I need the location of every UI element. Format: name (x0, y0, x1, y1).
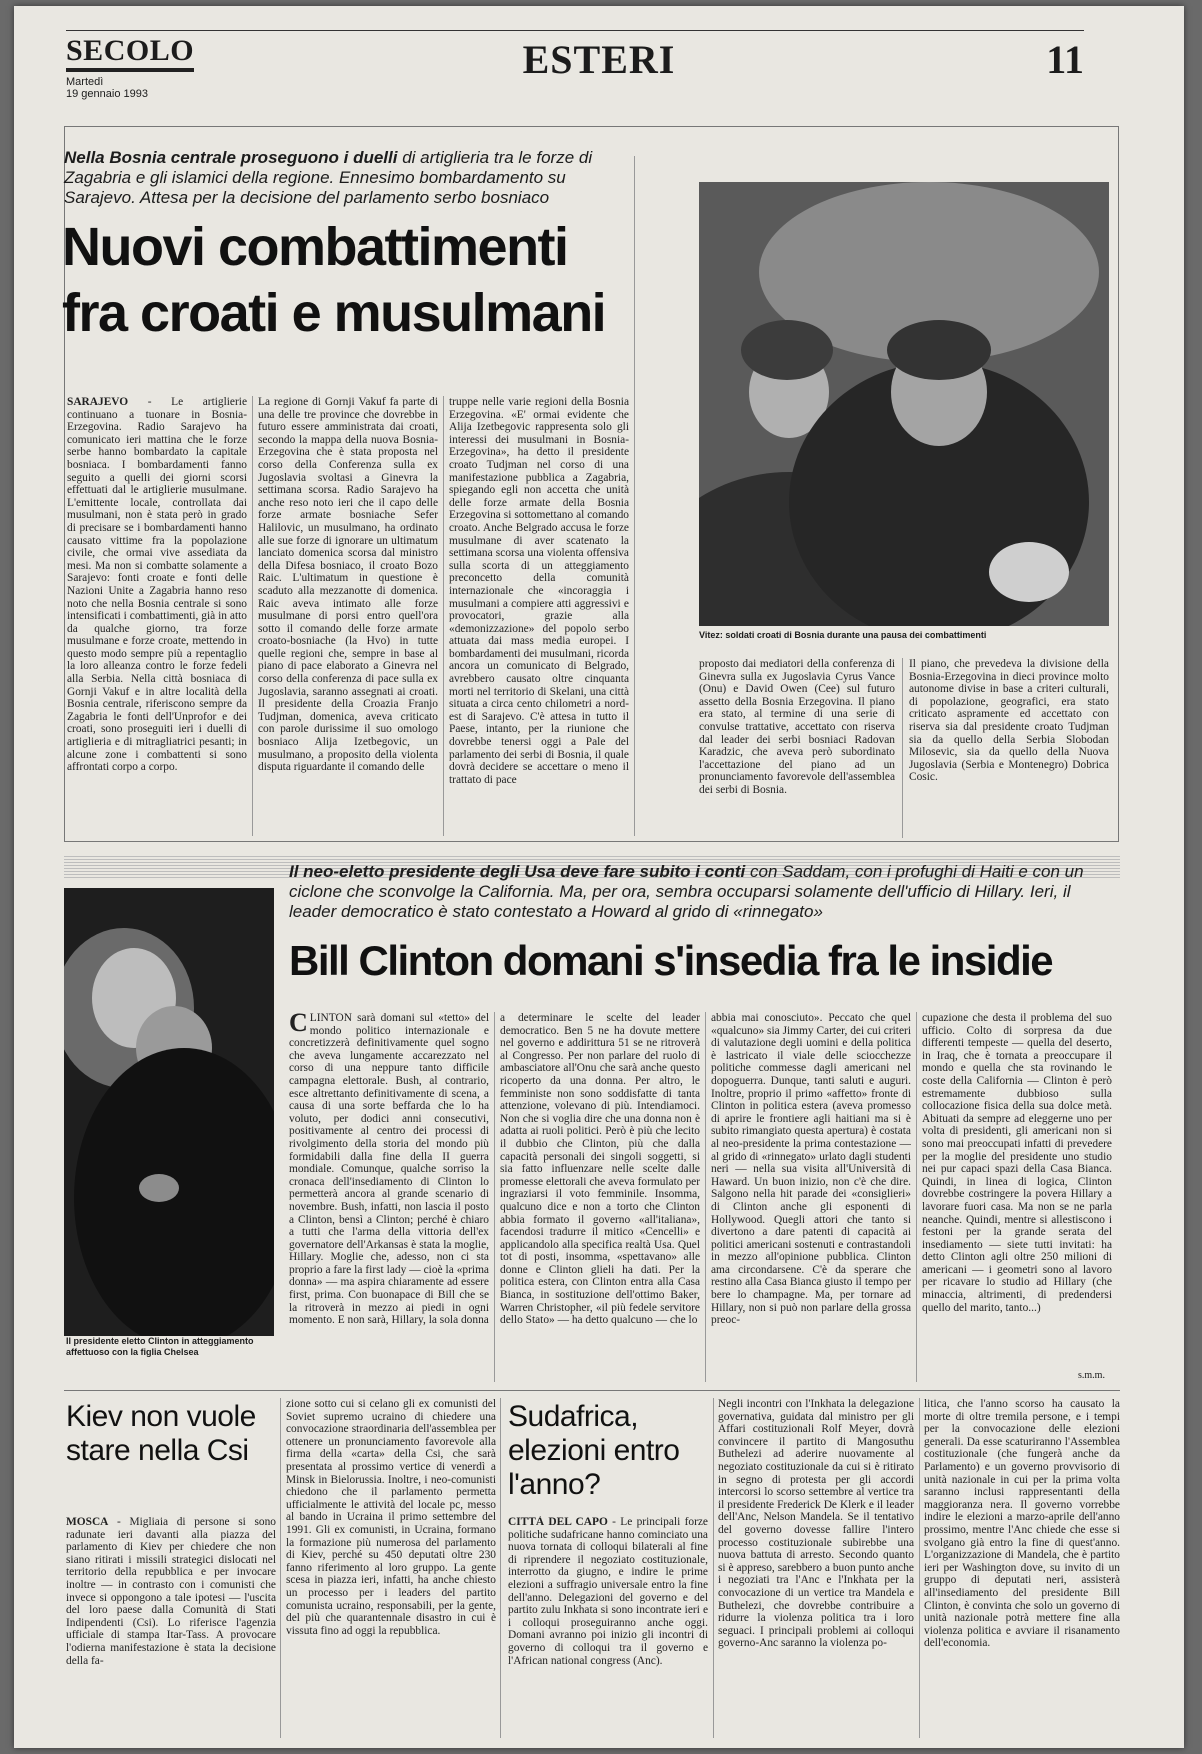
article1-column-4: proposto dai mediatori della conferenza di Ginevra sulla ex Jugoslavia Cyrus Vance (Onu) e David Owen (Cee) sul futuro assetto della Bosnia Erzegovina. Il piano era stato, al termine di una serie di convulse trattative, accettato con riserva dal leader dei serbi bosniaci Radovan Karadzic, che aveva però subordinato l'accettazione del piano ad un pronunciamento favorevole dell'assemblea dei serbi di Bosnia. (699, 658, 895, 796)
soldiers-photo-image (699, 182, 1109, 626)
article1-column-1-text: - Le artiglierie continuano a tuonare in Bosnia-Erzegovina. Radio Sarajevo ha comunicato ieri mattina che le forze serbe hanno bombardato la capitale bosniaca. I bombardamenti fanno seguito a quelli dei giorni scorsi effettuati dal le artiglierie musulmane. L'emittente locale, controllata dai musulmani, non è stata però in grado di precisare se i bombardamenti hanno causato vittime fra la popolazione civile, che ormai vive assediata da mesi. Ma non si combatte solamente a Sarajevo: fonti croate e fonti delle Nazioni Unite a Zagabria hanno reso noto che nella Bosnia centrale si sono intensificati i combattimenti, già in atto da qualche giorno, tra forze musulmane e forze croate, mettendo in questo modo sempre più a repentaglio la loro alleanza contro le forze fedeli alla Serbia. Nella città bosniaca di Gornji Vakuf e in altre località della Bosnia centrale, riferiscono sempre da Zagabria le fonti dell'Unprofor e dei croati, sono proseguiti ieri i duelli di artiglieria e di mitragliatrici pesanti; in alcune zone i combattenti si sono affrontati corpo a corpo. (67, 396, 247, 774)
article2-column-4: cupazione che desta il problema del suo ufficio. Colto di sorpresa da due differenti tempeste — quella del deserto, in Iraq, che è tornata a preoccupare il mondo e quella che sta rovinando le coste della California — Clinton è però estremamente dubbioso sulla collocazione fisica della sua dolce metà. Abituati da sempre ad eleggerne uno per volta di presidenti, gli americani non si sono mai preoccupati infatti di prevedere per la moglie del presidente uno studio nei pur capaci spazi della Casa Bianca. Quindi, in linea di logica, Clinton dovrebbe costringere la povera Hillary a lavorare fuori casa. Ma non se ne parla neanche. Quindi, mentre si allestiscono i festoni per la grande serata del insediamento — siete tutti invitati: ha detto Clinton agli oltre 250 milioni di americani — i geometri sono al lavoro per ricavare lo studio ad Hillary (che minaccia, altrimenti, di predendersi quello del marito, tanto...) (922, 1012, 1112, 1314)
article3-column-2: zione sotto cui si celano gli ex comunisti del Soviet supremo ucraino di chiedere una convocazione straordinaria dell'assemblea per ottenere un pronunciamento favorevole alla firma della «carta» della Csi, che sarà presentata al prossimo vertice di venerdì a Minsk in Bielorussia. Inoltre, i neo-comunisti chiedono che il parlamento permetta ufficialmente le attività del locale pc, messo al bando in Ucraina il primo settembre del 1991. Gli ex comunisti, in Ucraina, formano la formazione più numerosa del parlamento di Kiev, perché su 450 deputati oltre 230 fanno riferimento al loro gruppo. La gente scesa in piazza ieri, infatti, ha anche chiesto un processo per i leaders del partito comunista ucraino, responsabili, per la gente, del più che quarantennale disastro in cui è vissuta fino ad oggi la repubblica. (286, 1398, 496, 1637)
article1-column-2: La regione di Gornji Vakuf fa parte di una delle tre province che dovrebbe in futuro essere amministrata dai croati, secondo la mappa della nuova Bosnia-Erzegovina che è stata proposta nel corso della Conferenza sulla ex Jugoslavia svoltasi a Ginevra la settimana scorsa. Radio Sarajevo ha anche reso noto ieri che il capo delle forze armate bosniache Sefer Halilovic, un musulmano, ha ordinato alle sue forze di ignorare un ultimatum lanciato domenica scorsa dal ministro della Difesa bosniaco, il croato Bozo Raic. L'ultimatum in questione è scaduto alla mezzanotte di domenica. Raic aveva intimato alle forze musulmane di porsi entro quell'ora sotto il comando delle forze armate croato-bosniache (la Hvo) in tutte quelle regioni che, sempre in base al piano di pace elaborato a Ginevra nel corso della conferenza di pace sulla ex Jugoslavia, saranno assegnati ai croati. Il presidente della Croazia Franjo Tudjman, domenica, aveva criticato con parole durissime il suo omologo bosniaco Alija Izetbegovic, un musulmano, a proposito della violenta disputa riguardante il comando delle (258, 396, 438, 774)
publication-full-date: 19 gennaio 1993 (66, 88, 148, 100)
column-rule (713, 1398, 714, 1738)
article1-kicker (64, 148, 594, 208)
article1-headline-line1: Nuovi combattimenti (62, 217, 568, 277)
article1-column-5: Il piano, che prevedeva la divisione della Bosnia-Erzegovina in dieci province molto autonome divise in base a criteri culturali, di popolazione, geografici, era stato criticato aspramente ed accettato con riserva sia dal presidente croato Tudjman sia da quello della Serbia Slobodan Milosevic, sia da quello della Nuova Jugoslavia (Serbia e Montenegro) Dobrica Cosic. (909, 658, 1109, 784)
top-rule (66, 30, 1084, 31)
article3-headline: Kiev non vuole stare nella Csi (66, 1400, 256, 1467)
horizontal-rule (64, 1390, 1120, 1391)
article4-dateline: CITTÀ DEL CAPO (508, 1516, 608, 1528)
masthead (14, 6, 1184, 116)
newspaper-page (14, 6, 1184, 1748)
article4-column-2: Negli incontri con l'Inkhata la delegazione governativa, guidata dal ministro per gli Affari costituzionali Rolf Meyer, dovrà convincere il partito di Mangosuthu Buthelezi ad aderire nuovamente al negoziato costituzionale da cui si è ritirato in segno di protesta per gli accordi intercorsi lo scorso settembre al vertice tra il presidente Frederick De Klerk e il leader dell'Anc, Nelson Mandela. Se il tentativo del governo dovesse fallire l'intero processo costituzionale subirebbe una nuova battuta di arresto. Secondo quanto si è appreso, sarebbero a buon punto anche i negoziati tra l'Anc e l'Inkhata per la convocazione di un vertice tra Mandela e Buthelezi, che dovrebbe contribuire a ridurre la violenza politica tra i loro seguaci. I principali problemi ai colloqui governo-Anc saranno la violenza po- (718, 1398, 914, 1650)
column-rule (919, 1398, 920, 1738)
article4-headline: Sudafrica, elezioni entro l'anno? (508, 1400, 680, 1501)
publication-day: Martedì (66, 76, 104, 88)
column-rule (916, 1012, 917, 1382)
article1-headline-line2: fra croati e musulmani (62, 283, 606, 343)
article2-signature: s.m.m. (1078, 1370, 1105, 1381)
column-rule (705, 1012, 706, 1382)
soldiers-photo-caption: Vitez: soldati croati di Bosnia durante una pausa dei combattimenti (699, 630, 987, 640)
column-rule (500, 1398, 501, 1738)
article4-column-3: litica, che l'anno scorso ha causato la morte di oltre tremila persone, e i tempi per la convocazione delle elezioni generali. Da esse scaturiranno l'Assemblea costituzionale (che fungerà anche da Parlamento) e un governo provvisorio di unità nazionale in cui per la prima volta saranno inclusi rappresentanti della maggioranza nera. Il governo vorrebbe indire le elezioni a marzo-aprile dell'anno prossimo, mentre l'Anc chiede che esse si svolgano già entro la fine di quest'anno. L'organizzazione di Mandela, che è partito ieri per Washington dove, su invito di un gruppo di deputati neri, assisterà all'insediamento del presidente Bill Clinton, è convinta che solo un governo di unità nazionale potrà mettere fine alla violenza politica e avviare il risanamento dell'economia. (924, 1398, 1120, 1650)
column-rule (634, 156, 635, 836)
article4-column-1-text: - Le principali forze politiche sudafricane hanno cominciato una nuova tornata di colloqui bilaterali al fine di riprendere il negoziato costituzionale, interrotto da giugno, e indire le prime elezioni a suffragio universale entro la fine dell'anno. Delegazioni del governo e del partito zulu Inkhata si sono incontrate ieri e i colloqui proseguiranno anche oggi. Domani avranno poi inizio gli incontri di governo di colloqui tra il governo e l'African national congress (Anc). (508, 1516, 708, 1667)
clinton-photo-caption: Il presidente eletto Clinton in atteggiamento affettuoso con la figlia Chelsea (66, 1336, 254, 1357)
article2-headline: Bill Clinton domani s'insedia fra le insidie (289, 937, 1053, 984)
section-title: ESTERI (522, 37, 676, 82)
article3-dateline: MOSCA (66, 1516, 109, 1528)
article2-dropcap: C (289, 1012, 308, 1037)
article2-column-3: abbia mai conosciuto». Peccato che quel «qualcuno» sia Jimmy Carter, dei cui criteri di valutazione degli uomini e della politica è lastricato il viale delle sciocchezze politiche commesse dagli americani nel dopoguerra. Dunque, tanti saluti e auguri. Inoltre, proprio il primo «affetto» fronte di Clinton in politica estera (aveva promesso di aprire le frontiere agli haitiani ma si è subito rimangiato questa apertura) è costata al neo-presidente la prima contestazione — al grido di «rinnegato» urlato dagli studenti neri — nella sua visita all'Università di Haward. Un buon inizio, non c'è che dire. Salgono nella hit parade dei «consiglieri» di Clinton anche gli esponenti di Hollywood. Quegli attori che tanto si divertono a dare patenti di capacità ai politici americani sostenuti e contrastandoli in mezzo all'opinione pubblica. Clinton ama circondarsene. C'è da sperare che restino alla Casa Bianca giusto il tempo per bere lo champagne. Ma, per tornare ad Hillary, non si può non parlare della grossa preoc- (711, 1012, 911, 1327)
article2-kicker (289, 862, 1089, 922)
article3-column-1 (66, 1516, 276, 1736)
column-rule (280, 1398, 281, 1738)
column-rule (252, 396, 253, 836)
article1-kicker-bold: Nella Bosnia centrale proseguono i duelli (64, 148, 398, 167)
article4-column-1 (508, 1516, 708, 1736)
article2-column-1-text: LINTON sarà domani sul «tetto» del mondo politico internazionale e concretizzerà definitivamente quel sogno che aveva lungamente accarezzato nel corso di una neppure tanto difficile campagna elettorale. Bush, al contrario, esce altrettanto definitivamente di scena, a causa di una sorte beffarda che lo ha voluto, per dodici anni consecutivi, positivamente al centro dei processi di rivolgimento della storia del mondo più formidabili dalla fine della II guerra mondiale. Comunque, qualche sorriso la cronaca dell'insediamento di Clinton lo permetterà ancora al grande scenario di novembre. Bush, infatti, non lascia il posto a Clinton, bensì a Clinton; perché è chiaro a tutti che l'arma della vittoria dell'ex governatore dell'Arkansas è stata la moglie, Hillary. Moglie che, adesso, non ci sta proprio a fare la first lady — cioè la «prima donna» — ma aspira chiaramente ad essere first, prima. Con buonapace di Bill che se la ritroverà in mezzo ai piedi in ogni momento. E non sarà, Hillary, la sola donna (289, 1012, 489, 1327)
column-rule (443, 396, 444, 836)
article3-column-1-text: - Migliaia di persone si sono radunate ieri davanti alla piazza del parlamento di Kiev per chiedere che non siano ritirati i missili strategici dislocati nel territorio della repubblica e per invocare inoltre — in contrasto con i comunisti che invece si oppongono a tale ipotesi — l'uscita del loro paese dalla Comunità di Stati Indipendenti (Csi). Lo riferisce l'agenzia ufficiale di stampa Itar-Tass. A provocare l'odierna manifestazione è stata la decisione della fa- (66, 1516, 276, 1667)
soldiers-photo (699, 182, 1109, 626)
article1-kicker-text: di artiglieria tra le forze di Zagabria e gli islamici della regione. Ennesimo bombardamento su Sarajevo. Attesa per la decisione del parlamento serbo bosniaco (64, 148, 593, 207)
article2-column-2: a determinare le scelte del leader democratico. Ben 5 ne ha dovute mettere nel governo e addirittura 51 se ne ritroverà al Congresso. Per non parlare del ruolo di ambasciatore all'Onu che sarà anche questo ricoperto da una donna. Per altro, le femministe non sono soddisfatte di tanta attenzione, volevano di più. Intendiamoci. Non che si voglia dire che una donna non è adatta ai ruoli politici. Però è più che lecito il dubbio che Clinton, più che dalla capacità personali dei singoli soggetti, si sia fatto influenzare nelle scelte dalle promesse elettorali che aveva formulato per ingraziarsi il voto femminile. Insomma, qualcuno dice e non a torto che Clinton abbia formato il governo «all'italiana», facendosi tradurre il mitico «Cencelli» e applicandolo alla specifica realtà Usa. Quel tot di posti, insomma, «spettavano» alle donne e Clinton glieli ha dati. Per la politica estera, con Clinton entra alla Casa Bianca, in sostituzione dell'ottimo Baker, Warren Christopher, «il più fedele servitore dello Stato» — ha detto qualcuno — che lo (500, 1012, 700, 1327)
article2-kicker-bold: Il neo-eletto presidente degli Usa deve fare subito i conti (289, 862, 746, 881)
article1-dateline: SARAJEVO (67, 396, 129, 408)
page-number: 11 (1046, 37, 1084, 82)
article2-kicker-text: con Saddam, con i profughi di Haiti e con un ciclone che sconvolge la California. Ma, per ora, sembra occuparsi solamente dell'ufficio di Hillary. Ieri, il leader democratico è stato contestato a Howard al grido di «rinnegato» (289, 862, 1084, 921)
column-rule (902, 658, 903, 838)
clinton-photo-image (64, 888, 274, 1336)
article1-headline (62, 214, 622, 346)
column-rule (494, 1012, 495, 1382)
article1-column-3: truppe nelle varie regioni della Bosnia Erzegovina. «E' ormai evidente che Alija Izetbegovic rappresenta solo gli interessi dei musulmani in Bosnia-Erzegovina», ha detto il presidente croato Tudjman nel corso di una manifestazione pubblica a Zagabria, spiegando egli non accetta che unità delle forze armate della Bosnia Erzegovina si sottomettano al comando croato. Anche Belgrado accusa le forze musulmane di aver scatenato la settimana scorsa una violenta offensiva sulla scorta di un atteggiamento preconcetto della comunità internazionale che «incoraggia i musulmani a compiere atti aggressivi e provocatori, grazie alla «demonizzazione» del popolo serbo attuata dai mass media europei. I bombardamenti dei musulmani, ricorda ancora un comunicato di Belgrado, avrebbero causato oltre cinquanta morti nel territorio di Skelani, una città situata a circa cento chilometri a nord-est di Sarajevo. C'è attesa in tutto il Paese, intanto, per la riunione che dovrebbe tenersi oggi a Pale del parlamento dei serbi di Bosnia, il quale dovrà decidere se accettare o meno il trattato di pace (449, 396, 629, 786)
article1-column-1 (67, 396, 247, 836)
newspaper-name: SECOLO (66, 34, 194, 72)
clinton-photo (64, 888, 274, 1336)
article2-column-1 (289, 1012, 489, 1382)
